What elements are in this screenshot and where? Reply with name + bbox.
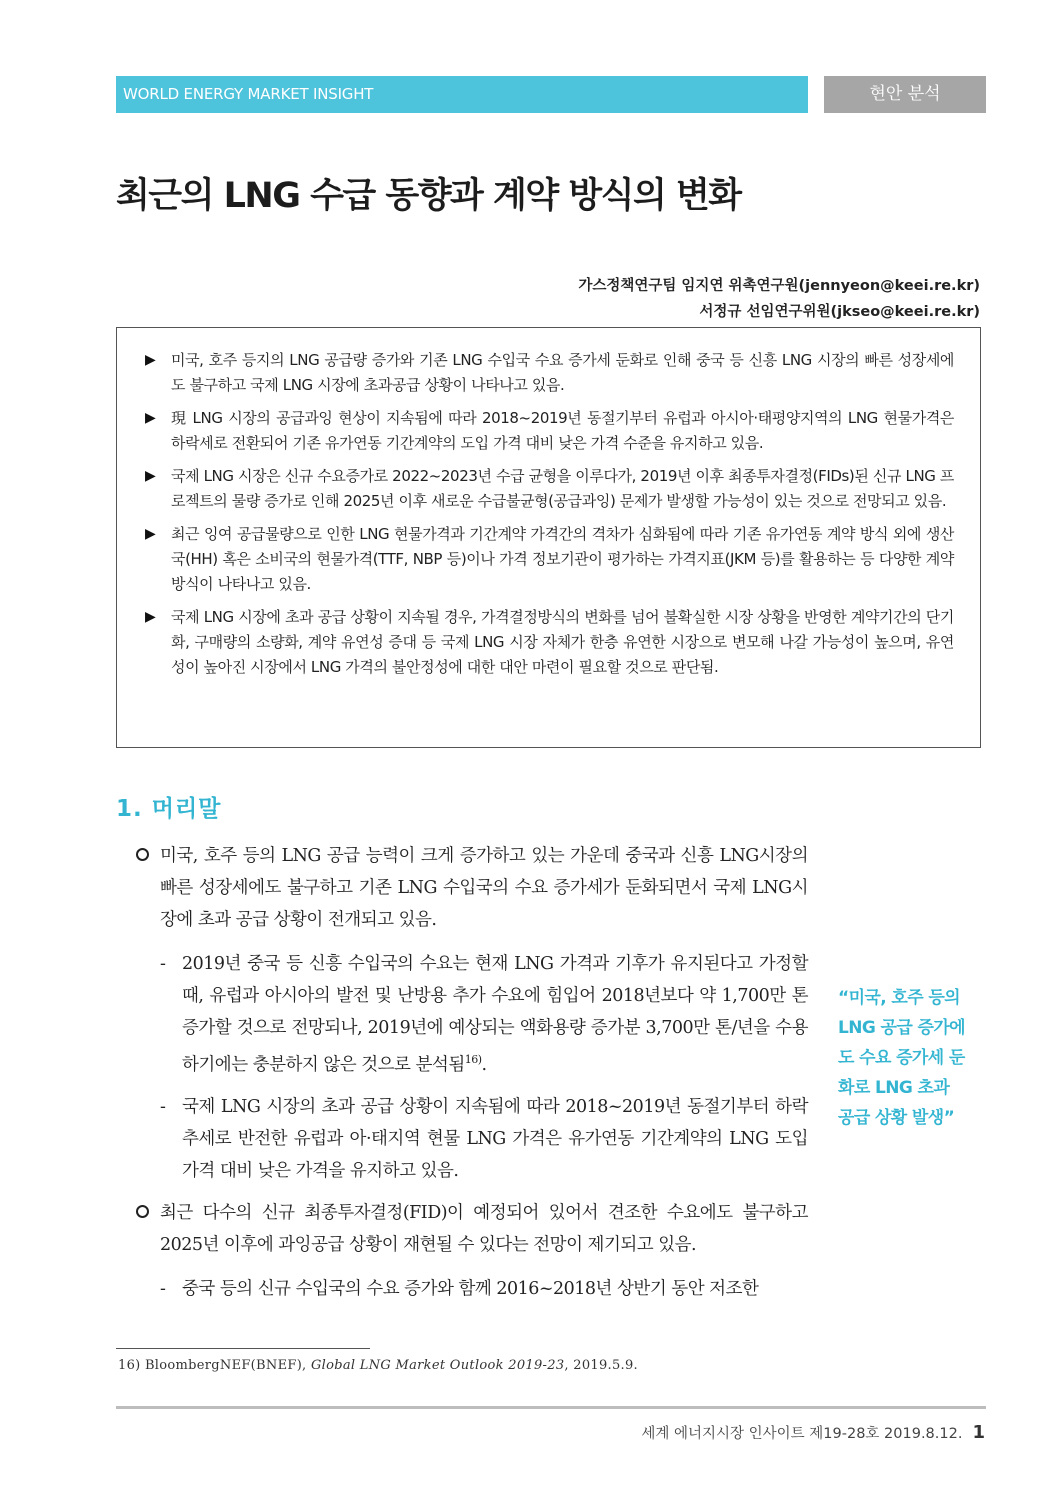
summary-text: 現 LNG 시장의 공급과잉 현상이 지속됨에 따라 2018~2019년 동절기부터 유럽과 아시아·태평양지역의 LNG 현물가격은 하락세로 전환되어 기존 유가연동 기간계약의 도입 가격 대비 낮은 가격 수준을 유지하고 있음.	[171, 409, 954, 452]
sub-paragraph-end: .	[481, 1054, 487, 1075]
paragraph-text: 최근 다수의 신규 최종투자결정(FID)이 예정되어 있어서 견조한 수요에도 불구하고 2025년 이후에 과잉공급 상황이 재현될 수 있다는 전망이 제기되고 있음.	[160, 1202, 808, 1255]
article-title: 최근의 LNG 수급 동향과 계약 방식의 변화	[116, 176, 741, 216]
sub-paragraph-text: 국제 LNG 시장의 초과 공급 상황이 지속됨에 따라 2018~2019년 동절기부터 하락 추세로 반전한 유럽과 아·태지역 현물 LNG 가격은 유가연동 기간계약의 LNG 도입 가격 대비 낮은 가격을 유지하고 있음.	[182, 1096, 808, 1181]
paragraph-text: 미국, 호주 등의 LNG 공급 능력이 크게 증가하고 있는 가운데 중국과 신흥 LNG시장의 빠른 성장세에도 불구하고 기존 LNG 수입국의 수요 증가세가 둔화되면서 국제 LNG시장에 초과 공급 상황이 전개되고 있음.	[160, 846, 808, 930]
footnote-source: BloombergNEF(BNEF),	[144, 1358, 307, 1373]
author-block	[578, 273, 980, 325]
pull-quote: “미국, 호주 등의 LNG 공급 증가에도 수요 증가세 둔화로 LNG 초과 공급 상황 발생”	[838, 988, 965, 1128]
summary-text: 최근 잉여 공급물량으로 인한 LNG 현물가격과 기간계약 가격간의 격차가 심화됨에 따라 기존 유가연동 계약 방식 외에 생산국(HH) 혹은 소비국의 현물가격(TTF, NBP 등)이나 가격 정보기관이 평가하는 가격지표(JKM 등)를 활용하는 등 다양한 계약 방식이 나타나고 있음.	[171, 525, 954, 593]
summary-text: 국제 LNG 시장에 초과 공급 상황이 지속될 경우, 가격결정방식의 변화를 넘어 불확실한 시장 상황을 반영한 계약기간의 단기화, 구매량의 소량화, 계약 유연성 증대 등 국제 LNG 시장 자체가 한층 유연한 시장으로 변모해 나갈 가능성이 높으며, 유연성이 높아진 시장에서 LNG 가격의 불안정성에 대한 대안 마련이 필요할 것으로 판단됨.	[171, 608, 954, 676]
triangle-bullet-icon: ▶	[145, 468, 156, 484]
page-footer	[641, 1422, 985, 1443]
triangle-bullet-icon: ▶	[145, 609, 156, 625]
circle-bullet-icon	[136, 848, 149, 861]
sub-paragraph-text: 2019년 중국 등 신흥 수입국의 수요는 현재 LNG 가격과 기후가 유지된다고 가정할 때, 유럽과 아시아의 발전 및 난방용 추가 수요에 힘입어 2018년보다 약 1,700만 톤 증가할 것으로 전망되나, 2019년에 예상되는 액화용량 증가분 3,700만 톤/년을 수용하기에는 충분하지 않은 것으로 분석됨	[182, 954, 808, 1075]
footnote-publication: Global LNG Market Outlook 2019-23	[310, 1358, 565, 1373]
summary-item	[143, 348, 954, 398]
dash-bullet: -	[160, 1278, 166, 1299]
triangle-bullet-icon: ▶	[145, 410, 156, 426]
sub-paragraph-text: 중국 등의 신규 수입국의 수요 증가와 함께 2016~2018년 상반기 동안 저조한	[182, 1278, 759, 1299]
series-banner: WORLD ENERGY MARKET INSIGHT	[116, 76, 808, 113]
footnote-divider	[116, 1348, 370, 1349]
triangle-bullet-icon: ▶	[145, 526, 156, 542]
footnote-number: 16)	[118, 1358, 141, 1373]
dash-bullet: -	[160, 1096, 166, 1117]
footer-divider	[116, 1406, 986, 1409]
author-line: 서정규 선임연구위원(jkseo@keei.re.kr)	[699, 304, 980, 320]
author-line: 가스정책연구팀 임지연 위촉연구원(jennyeon@keei.re.kr)	[578, 278, 980, 294]
page-number: 1	[972, 1422, 985, 1443]
summary-box	[116, 327, 981, 748]
summary-item	[143, 522, 954, 597]
summary-text: 국제 LNG 시장은 신규 수요증가로 2022~2023년 수급 균형을 이루다가, 2019년 이후 최종투자결정(FIDs)된 신규 LNG 프로젝트의 물량 증가로 인해 2025년 이후 새로운 수급불균형(공급과잉) 문제가 발생할 가능성이 있는 것으로 전망되고 있음.	[171, 467, 954, 510]
footnote-reference[interactable]: 16)	[464, 1053, 482, 1066]
sub-paragraph	[136, 948, 808, 1081]
sub-paragraph	[136, 1273, 808, 1305]
dash-bullet: -	[160, 954, 166, 974]
summary-item	[143, 464, 954, 514]
section-heading: 1. 머리말	[116, 796, 222, 822]
body-paragraph	[136, 1197, 808, 1261]
category-tag: 현안 분석	[824, 76, 986, 113]
body-paragraph	[136, 840, 808, 936]
body-text	[136, 840, 808, 1315]
footnote-date: , 2019.5.9.	[564, 1358, 638, 1373]
summary-item	[143, 605, 954, 680]
sub-paragraph	[136, 1091, 808, 1187]
summary-text: 미국, 호주 등지의 LNG 공급량 증가와 기존 LNG 수입국 수요 증가세 둔화로 인해 중국 등 신흥 LNG 시장의 빠른 성장세에도 불구하고 국제 LNG 시장에 초과공급 상황이 나타나고 있음.	[171, 351, 954, 394]
triangle-bullet-icon: ▶	[145, 352, 156, 368]
summary-item	[143, 406, 954, 456]
circle-bullet-icon	[136, 1205, 149, 1218]
footer-publication: 세계 에너지시장 인사이트 제19-28호 2019.8.12.	[641, 1426, 963, 1442]
footnote	[118, 1358, 638, 1373]
